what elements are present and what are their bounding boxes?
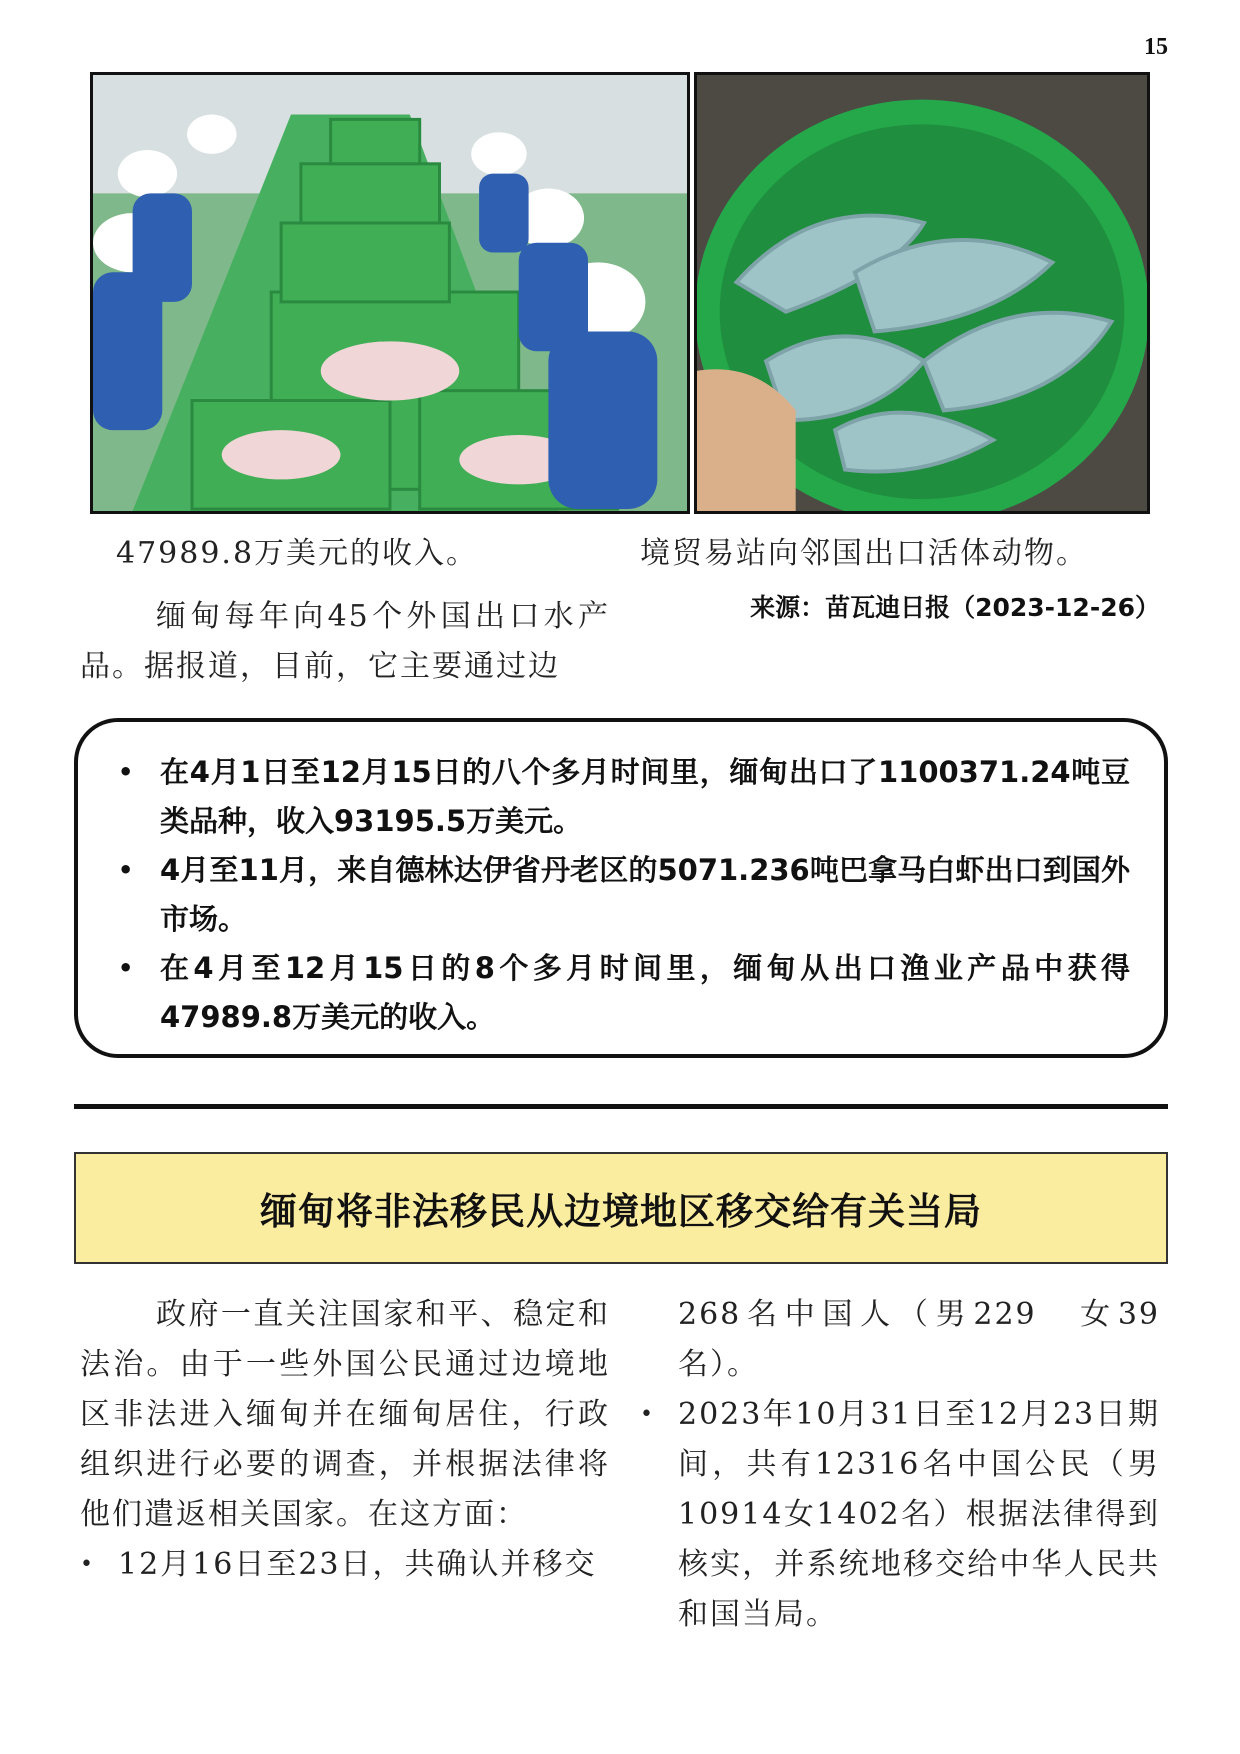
left-column-continuation: 47989.8万美元的收入。 bbox=[116, 536, 479, 571]
list-item-text: 12月16日至23日，共确认并移交 bbox=[118, 1547, 597, 1582]
article-left-column bbox=[80, 1290, 610, 1590]
fish-processing-photo bbox=[90, 72, 690, 514]
list-item bbox=[80, 1540, 610, 1590]
right-column-continuation: 境贸易站向邻国出口活体动物。 bbox=[640, 536, 1088, 571]
list-item-text: 2023年10月31日至12月23日期间，共有12316名中国公民（男10914女1402名）根据法律得到核实，并系统地移交给中华人民共和国当局。 bbox=[678, 1397, 1160, 1632]
summary-item-text: 在4月1日至12月15日的八个多月时间里，缅甸出口了1100371.24吨豆类品种，收入93195.5万美元。 bbox=[160, 755, 1130, 838]
list-item bbox=[640, 1390, 1160, 1640]
article-headline: 缅甸将非法移民从边境地区移交给有关当局 bbox=[260, 1190, 982, 1233]
article-intro-paragraph: 政府一直关注国家和平、稳定和法治。由于一些外国公民通过边境地区非法进入缅甸并在缅甸居住，行政组织进行必要的调查，并根据法律将他们遣返相关国家。在这方面： bbox=[80, 1297, 610, 1532]
headline-banner bbox=[74, 1152, 1168, 1264]
section-divider bbox=[74, 1104, 1168, 1109]
summary-item bbox=[110, 748, 1130, 846]
summary-item-text: 4月至11月，来自德林达伊省丹老区的5071.236吨巴拿马白虾出口到国外市场。 bbox=[160, 853, 1130, 936]
left-column-paragraph: 缅甸每年向45个外国出口水产品。据报道，目前，它主要通过边 bbox=[80, 599, 610, 684]
summary-item bbox=[110, 846, 1130, 944]
article-right-column bbox=[640, 1290, 1160, 1640]
bullet-icon: • bbox=[80, 1552, 95, 1577]
bullet-icon: • bbox=[118, 856, 134, 884]
bullet-icon: • bbox=[118, 954, 134, 982]
list-item-continuation: 268名中国人（男229 女39名）。 bbox=[678, 1297, 1160, 1382]
fish-processing-illustration bbox=[93, 75, 687, 511]
source-credit: 来源：苗瓦迪日报（2023-12-26） bbox=[750, 593, 1160, 622]
summary-list bbox=[110, 748, 1130, 1042]
summary-item-text: 在4月至12月15日的8个多月时间里，缅甸从出口渔业产品中获得47989.8万美元的收入。 bbox=[160, 951, 1130, 1034]
bullet-icon: • bbox=[640, 1402, 655, 1427]
shrimp-basket-photo bbox=[694, 72, 1150, 514]
summary-item bbox=[110, 944, 1130, 1042]
page-number: 15 bbox=[1144, 34, 1168, 60]
summary-box bbox=[74, 718, 1168, 1058]
bullet-icon: • bbox=[118, 758, 134, 786]
shrimp-basket-illustration bbox=[697, 75, 1147, 511]
